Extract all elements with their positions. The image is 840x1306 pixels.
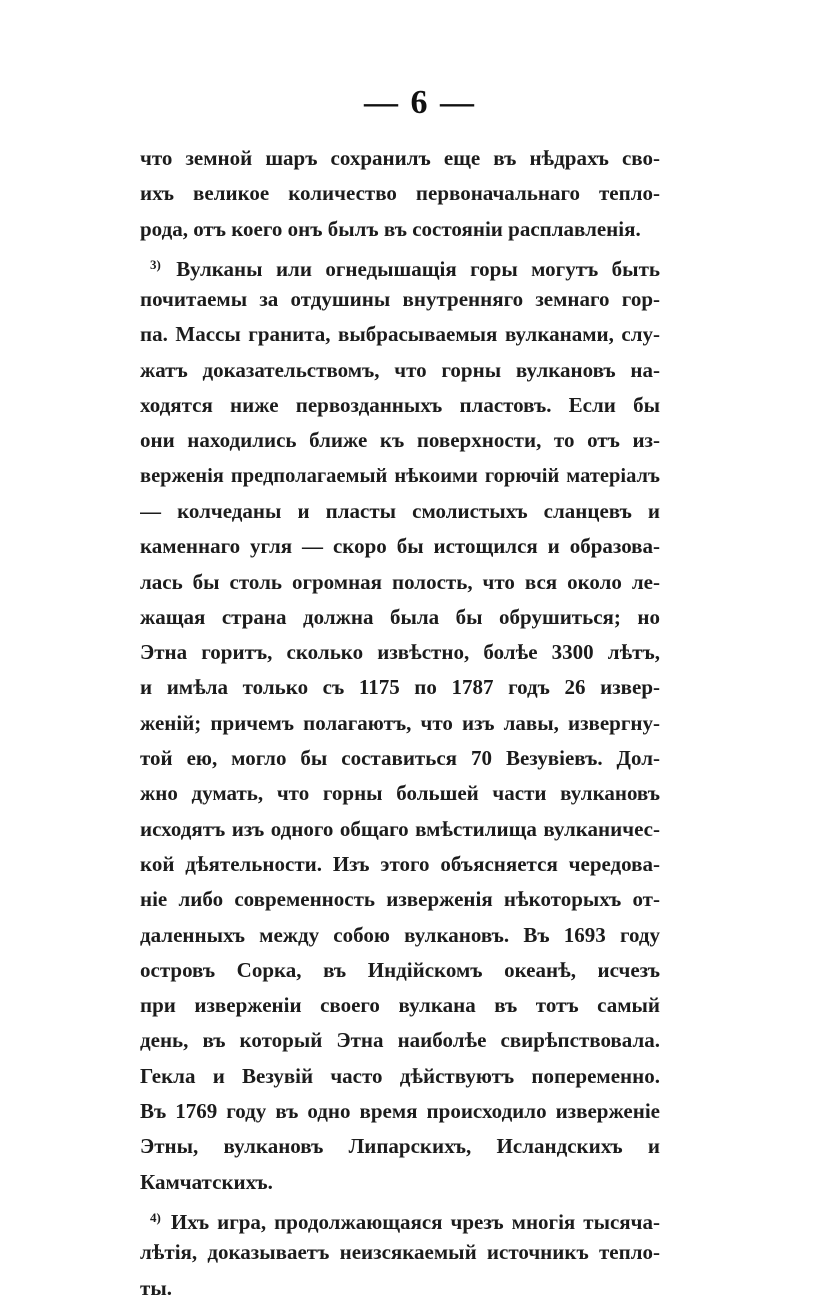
- text-line: лась бы столь огромная полость, что вся около ле-: [140, 569, 660, 594]
- text-line: ихъ великое количество первоначальнаго тепло-: [140, 181, 660, 206]
- text-line: Гекла и Везувій часто дѣйствуютъ попеременно.: [140, 1063, 660, 1088]
- text-line: па. Массы гранита, выбрасываемыя вулканами, слу-: [140, 322, 660, 347]
- text-line: каменнаго угля — скоро бы истощился и образова-: [140, 534, 660, 559]
- text-line: ты.: [140, 1275, 172, 1300]
- text-line: жно думать, что горны большей части вулкановъ: [140, 781, 660, 806]
- text-line: Въ 1769 году въ одно время происходило изверженіе: [140, 1099, 660, 1124]
- text-line: что земной шаръ сохранилъ еще въ нѣдрахъ сво-: [140, 146, 660, 170]
- footnote-3-first-line: [140, 247, 660, 282]
- text-line: день, въ который Этна наиболѣе свирѣпствовала.: [140, 1028, 660, 1053]
- text-line: и имѣла только съ 1175 по 1787 годъ 26 извер-: [140, 675, 660, 700]
- text-line: при изверженіи своего вулкана въ тотъ самый: [140, 993, 660, 1018]
- text-line: той ею, могло бы составиться 70 Везувіевъ. Дол-: [140, 746, 660, 771]
- body-text: [140, 141, 660, 1306]
- text-line: даленныхъ между собою вулкановъ. Въ 1693 году: [140, 922, 660, 947]
- text-line: лѣтія, доказываетъ неизсякаемый источникъ тепло-: [140, 1240, 660, 1265]
- text-line: почитаемы за отдушины внутренняго земнаго гор-: [140, 287, 660, 312]
- text-line: островъ Сорка, въ Индійскомъ океанѣ, исчезъ: [140, 957, 660, 982]
- text-line: верженія предполагаемый нѣкоими горючій матеріалъ: [140, 464, 660, 487]
- text-line: Вулканы или огнедышащія горы могутъ быть: [176, 256, 660, 281]
- text-line: жащая страна должна была бы обрушиться; но: [140, 604, 660, 629]
- footnote-4-first-line: [140, 1200, 660, 1235]
- text-line: Этна горитъ, сколько извѣстно, болѣе 3300 лѣтъ,: [140, 640, 660, 665]
- text-line: Этны, вулкановъ Липарскихъ, Исландскихъ и: [140, 1134, 660, 1159]
- text-line: жатъ доказательствомъ, что горны вулкановъ на-: [140, 357, 660, 382]
- text-line: Ихъ игра, продолжающаяся чрезъ многія тысяча-: [170, 1209, 660, 1234]
- footnote-marker: 4): [150, 1209, 161, 1225]
- text-line: Камчатскихъ.: [140, 1169, 273, 1194]
- text-line: рода, отъ коего онъ былъ въ состояніи расплавленія.: [140, 216, 641, 241]
- text-line: ходятся ниже первозданныхъ пластовъ. Если бы: [140, 393, 660, 418]
- text-line: — колчеданы и пласты смолистыхъ сланцевъ и: [140, 498, 660, 523]
- text-line: исходятъ изъ одного общаго вмѣстилища вулканичес-: [140, 816, 660, 841]
- footnote-marker: 3): [150, 256, 161, 272]
- text-line: женій; причемъ полагаютъ, что изъ лавы, извергну-: [140, 710, 660, 735]
- text-line: кой дѣятельности. Изъ этого объясняется чередова-: [140, 851, 660, 876]
- page-number: — 6 —: [364, 84, 476, 121]
- text-line: ніе либо современность изверженія нѣкоторыхъ от-: [140, 887, 660, 912]
- text-line: они находились ближе къ поверхности, то отъ из-: [140, 428, 660, 453]
